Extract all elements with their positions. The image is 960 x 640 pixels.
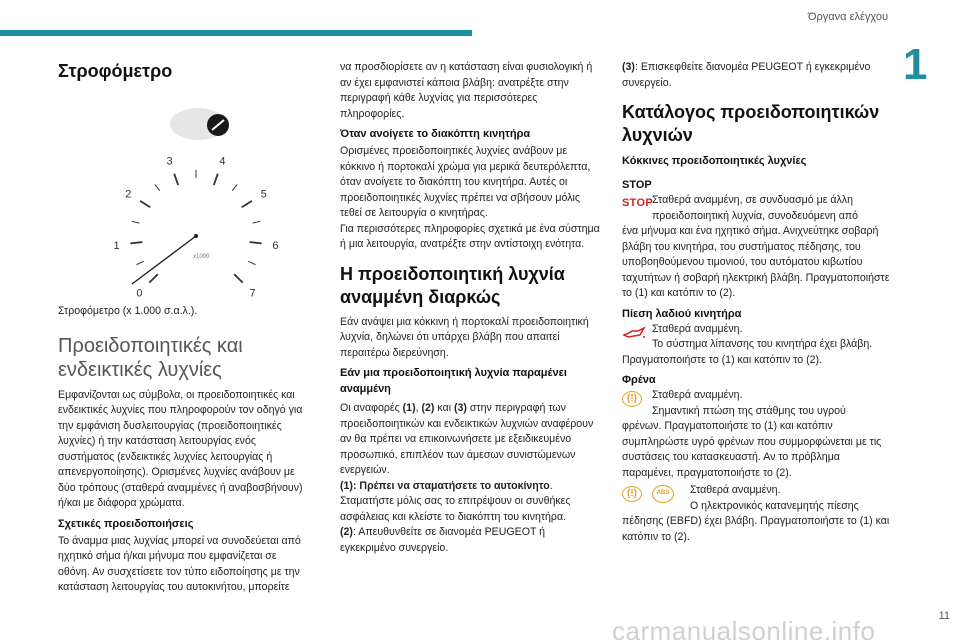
header-accent-bar	[0, 30, 472, 36]
oil-lamp-text: Πραγματοποιήστε το (1) και κατόπιν το (2).	[622, 353, 823, 366]
column-2	[340, 60, 602, 556]
ebfd-lamp-text: πέδησης (EBFD) έχει βλάβη. Πραγματοποιήστε το (1) και κατόπιν το (2).	[622, 515, 890, 543]
ignition-heading: Όταν ανοίγετε το διακόπτη κινητήρα	[340, 128, 531, 140]
tachometer-caption: Στροφόμετρο (x 1.000 σ.α.λ.).	[58, 305, 198, 317]
column-3	[622, 60, 892, 545]
lamp-remains-heading: Εάν μια προειδοποιητική λυχνία παραμένει αναμμένη	[340, 367, 567, 395]
gauge-ticks	[130, 170, 261, 283]
tachometer-title: Στροφόμετρο	[58, 61, 173, 81]
tachometer-gauge	[58, 86, 310, 304]
oil-lamp-line-2: Το σύστημα λίπανσης του κινητήρα έχει βλάβη.	[652, 338, 873, 350]
red-lamps-heading: Κόκκινες προειδοποιητικές λυχνίες	[622, 155, 807, 167]
warning-lamps-intro: Εμφανίζονται ως σύμβολα, οι προειδοποιητικές και ενδεικτικές λυχνίες που πληροφορούν τον οδηγό για την εμφάνιση δυσλειτουργίας (προειδοποιητικές λυχνίες) ή την κατάσταση λειτουργίας ενός συστήματος (ενδεικτικές λυχνίες λειτουργίας ή απενεργοποίησης). Ορισμένες λυχνίες ανάβουν με δύο τρόπους (σταθερά αναμμένες ή αναβοσβήνουν) ή/και με διάφορα χρώματα.	[58, 388, 303, 509]
ebfd-lamp-line-1: Σταθερά αναμμένη.	[690, 484, 781, 496]
gauge-label: 5	[260, 188, 267, 201]
gauge-tick	[248, 261, 255, 264]
ebfd-lamp-line-2: Ο ηλεκτρονικός κατανεμητής πίεσης	[690, 499, 859, 512]
gauge-tick	[137, 261, 144, 264]
gauge-hub	[194, 234, 198, 238]
brakes-heading: Φρένα	[622, 374, 656, 386]
gauge-tick	[253, 221, 261, 223]
gauge-unit-label: x1000	[193, 254, 210, 260]
gauge-tick	[250, 242, 262, 243]
oil-can-icon	[622, 322, 652, 344]
abs-icon: ABS	[652, 485, 674, 503]
stop-lamp-line: Σταθερά αναμμένη, σε συνδυασμό με άλλη προειδοποιητική λυχνία, συνοδευόμενη από	[652, 194, 859, 222]
gauge-tick	[234, 274, 242, 282]
gauge-tick	[149, 274, 157, 282]
brake-warning-icon: (!)	[622, 486, 642, 502]
lamp-lit-text: Εάν ανάψει μια κόκκινη ή πορτοκαλί προειδοποιητική λυχνία, δηλώνει ότι υπάρχει βλάβη που απαιτεί περαιτέρω διερεύνηση.	[340, 315, 589, 359]
stop-heading: STOP	[622, 179, 652, 191]
more-info-text: Για περισσότερες πληροφορίες σχετικά με ένα σύστημα ή μια λειτουργία, ανατρέξτε στην αντίστοιχη ενότητα.	[340, 222, 600, 250]
related-warnings-text: Το άναμμα μιας λυχνίας μπορεί να συνοδεύεται από ηχητικό σήμα ή/και μήνυμα που εμφανίζεται σε οθόνη. Αν συσχετίσετε τον τύπο ειδοποίησης με την κατάσταση λειτουργίας του αυτοκινήτου, μπορείτε	[58, 534, 301, 593]
brake-lamp-row	[622, 388, 892, 419]
gauge-label: 0	[136, 287, 143, 300]
warning-lamps-list-title: Κατάλογος προειδοποιητικών λυχνιών	[622, 102, 880, 145]
brake-lamp-line-1: Σταθερά αναμμένη.	[652, 389, 743, 401]
stop-lamp-icon: STOP	[622, 197, 653, 210]
oil-lamp-row	[622, 322, 892, 353]
stop-lamp-text: ένα μήνυμα και ένα ηχητικό σήμα. Ανιχνεύτηκε σοβαρή βλάβη του κινητήρα, του συστήματος πέδησης, του υποβοηθούμενου τιμονιού, του αυτόματου κιβωτίου ταχυτήτων ή σοβαρή ηλεκτρική βλάβη. Πραγματοποιήστε το (1) και κατόπιν το (2).	[622, 225, 890, 299]
references-text: Οι αναφορές (1), (2) και (3) στην περιγραφή των προειδοποιητικών και ενδεικτικών λυχνιών αναφέρουν αν θα πρέπει να επικοινωνήσετε με εξειδικευμένο προσωπικό, επιπλέον των άμεσων συνιστώμενων ενεργειών.	[340, 402, 594, 476]
column-1	[58, 60, 310, 596]
tachometer-illustration	[58, 86, 310, 304]
chapter-number: 1	[903, 40, 928, 89]
gauge-tick	[155, 184, 160, 190]
gauge-label: 2	[125, 188, 132, 201]
gauge-tick	[232, 184, 237, 190]
brake-warning-icon: (!)	[622, 388, 652, 410]
reference-2: (2): Απευθυνθείτε σε διανομέα PEUGEOT ή εγκεκριμένο συνεργείο.	[340, 526, 546, 554]
continued-text: να προσδιορίσετε αν η κατάσταση είναι φυσιολογική ή αν έχει εμφανιστεί κάποια βλάβη: ανατρέξτε στην περιγραφή κάθε λυχνίας για περισσότερες πληροφορίες.	[340, 61, 593, 120]
gauge-tick	[174, 174, 178, 185]
reference-3: (3): Επισκεφθείτε διανομέα PEUGEOT ή εγκεκριμένο συνεργείο.	[622, 61, 871, 89]
ebfd-lamp-row	[622, 483, 892, 514]
gauge-tick	[242, 201, 252, 207]
gauge-label: 3	[166, 155, 173, 168]
page-number: 11	[938, 610, 950, 622]
stop-lamp-row	[622, 193, 892, 224]
watermark: carmanualsonline.info	[612, 616, 876, 640]
gauge-needle	[132, 236, 196, 284]
gauge-label: 1	[113, 239, 120, 252]
gauge-label: 6	[272, 239, 279, 252]
oil-pressure-heading: Πίεση λαδιού κινητήρα	[622, 307, 742, 320]
gauge-tick	[214, 174, 218, 185]
gauge-tick	[140, 201, 150, 207]
warning-lamps-section-title: Προειδοποιητικές και ενδεικτικές λυχνίες	[58, 334, 243, 381]
ebfd-icons	[622, 483, 690, 505]
ignition-text: Ορισμένες προειδοποιητικές λυχνίες ανάβουν με κόκκινο ή πορτοκαλί χρώμα για μερικά δευτερόλεπτα, όταν ανοίγετε το διακόπτη του κινητήρα. Αυτές οι προειδοποιητικές λυχνίες πρέπει να σβήσουν μόλις τεθεί σε λειτουργία ο κινητήρας.	[340, 145, 591, 219]
reference-1: (1): Πρέπει να σταματήσετε το αυτοκίνητο. Σταματήστε μόλις σας το επιτρέψουν οι συνθήκες ασφάλειας και κλείστε το διακόπτη του κινητήρα.	[340, 479, 571, 523]
brake-lamp-text: φρένων. Πραγματοποιήστε το (1) και κατόπιν συμπληρώστε υγρό φρένων που συμμορφώνεται με τις συστάσεις του κατασκευαστή. Αν το πρόβλημα παραμένει, πραγματοποιήστε το (2).	[622, 420, 882, 479]
oil-lamp-line-1: Σταθερά αναμμένη.	[652, 322, 743, 335]
brake-lamp-line-2: Σημαντική πτώση της στάθμης του υγρού	[652, 404, 846, 417]
gauge-tick	[132, 221, 140, 223]
gauge-label: 4	[219, 155, 226, 168]
gauge-tick	[130, 242, 142, 243]
related-warnings-heading: Σχετικές προειδοποιήσεις	[58, 517, 194, 530]
gauge-label: 7	[249, 287, 256, 300]
section-name: Όργανα ελέγχου	[808, 11, 888, 23]
lamp-lit-section-title: Η προειδοποιητική λυχνία αναμμένη διαρκώς	[340, 263, 565, 307]
